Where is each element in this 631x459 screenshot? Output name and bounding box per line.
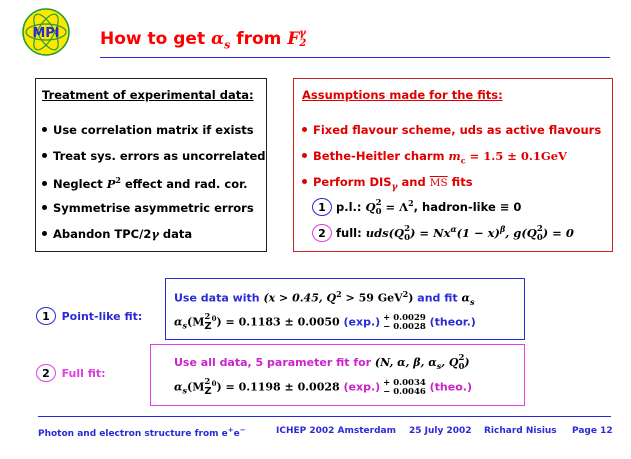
point-like-fit-label-row (36, 305, 142, 325)
footer-conference: ICHEP 2002 Amsterdam (276, 426, 396, 436)
list-item: Fixed flavour scheme, uds as active flavours (302, 123, 601, 137)
title-prefix: How to get (100, 29, 211, 49)
point-like-number: 1 (36, 307, 56, 325)
point-like-fit-label: Point-like fit: (61, 310, 143, 323)
experimental-data-heading: Treatment of experimental data: (42, 88, 254, 102)
title-f: F (287, 29, 300, 49)
mpi-logo-text: MPI (32, 26, 60, 41)
footer-author: Richard Nisius (484, 426, 557, 436)
mpi-logo-icon (22, 8, 70, 56)
full-fit-line-1: Use all data, 5 parameter fit for (N, α, β, $\alpha_s$, Q2 0) (174, 353, 470, 372)
list-item: Perform $DIS_\gamma$ and $\overline{MS}$ fits (302, 175, 473, 192)
page-title (100, 29, 306, 51)
title-f-sub: 2 (299, 38, 307, 49)
full-fit-line-2: $\alpha_s(M2$ $Z^0) = 0.1198 \pm 0.0028$ (exp.) + 0.0034 − 0.0046 (theo.) (174, 377, 472, 397)
title-f-sup: γ (299, 28, 306, 39)
list-item: Abandon TPC/2γ data (42, 227, 192, 241)
list-item: Neglect $P^2$ effect and rad. cor. (42, 175, 248, 191)
point-like-line-2: $\alpha_s(M2$ $Z^0) = 0.1183 \pm 0.0050$ (exp.) + 0.0029 − 0.0028 (theor.) (174, 312, 476, 332)
option-number-1: 1 (312, 198, 332, 216)
title-alpha-sub: s (224, 38, 231, 52)
footer-page-number: Page 12 (572, 426, 613, 436)
footer-talk-title: Photon and electron structure from e+e− (38, 426, 246, 439)
point-like-line-1: Use data with (x > 0.45, $Q^2 > 59$ GeV$^2$) and fit $\alpha_s$ (174, 289, 475, 307)
full-fit-number: 2 (36, 364, 56, 382)
full-fit-label: Full fit: (61, 367, 106, 380)
list-item: Symmetrise asymmetric errors (42, 201, 254, 215)
option-pointlike: 1 p.l.: Q2 $0 = \Lambda^2$, hadron-like ≡ 0 (312, 198, 521, 217)
title-alpha: α (211, 29, 225, 49)
fit-assumptions-heading: Assumptions made for the fits: (302, 88, 503, 102)
option-number-2: 2 (312, 224, 332, 242)
point-like-fit-box (165, 278, 525, 340)
list-item: Bethe-Heitler charm $m_c = 1.5 \pm 0.1GeV$ (302, 149, 567, 165)
option-full: 2 full: uds(Q2 $0) = Nx^\alpha(1 - x)^\beta$, g(Q2 0) = 0 (312, 224, 574, 243)
list-item: Use correlation matrix if exists (42, 123, 254, 137)
footer-rule (38, 416, 611, 417)
fit-assumptions-box (293, 78, 613, 252)
title-middle: from (230, 29, 288, 49)
full-fit-box (150, 344, 525, 406)
experimental-data-box (35, 78, 267, 252)
title-rule (100, 57, 610, 58)
list-item: Treat sys. errors as uncorrelated (42, 149, 266, 163)
full-fit-label-row (36, 362, 106, 382)
footer-date: 25 July 2002 (409, 426, 472, 436)
